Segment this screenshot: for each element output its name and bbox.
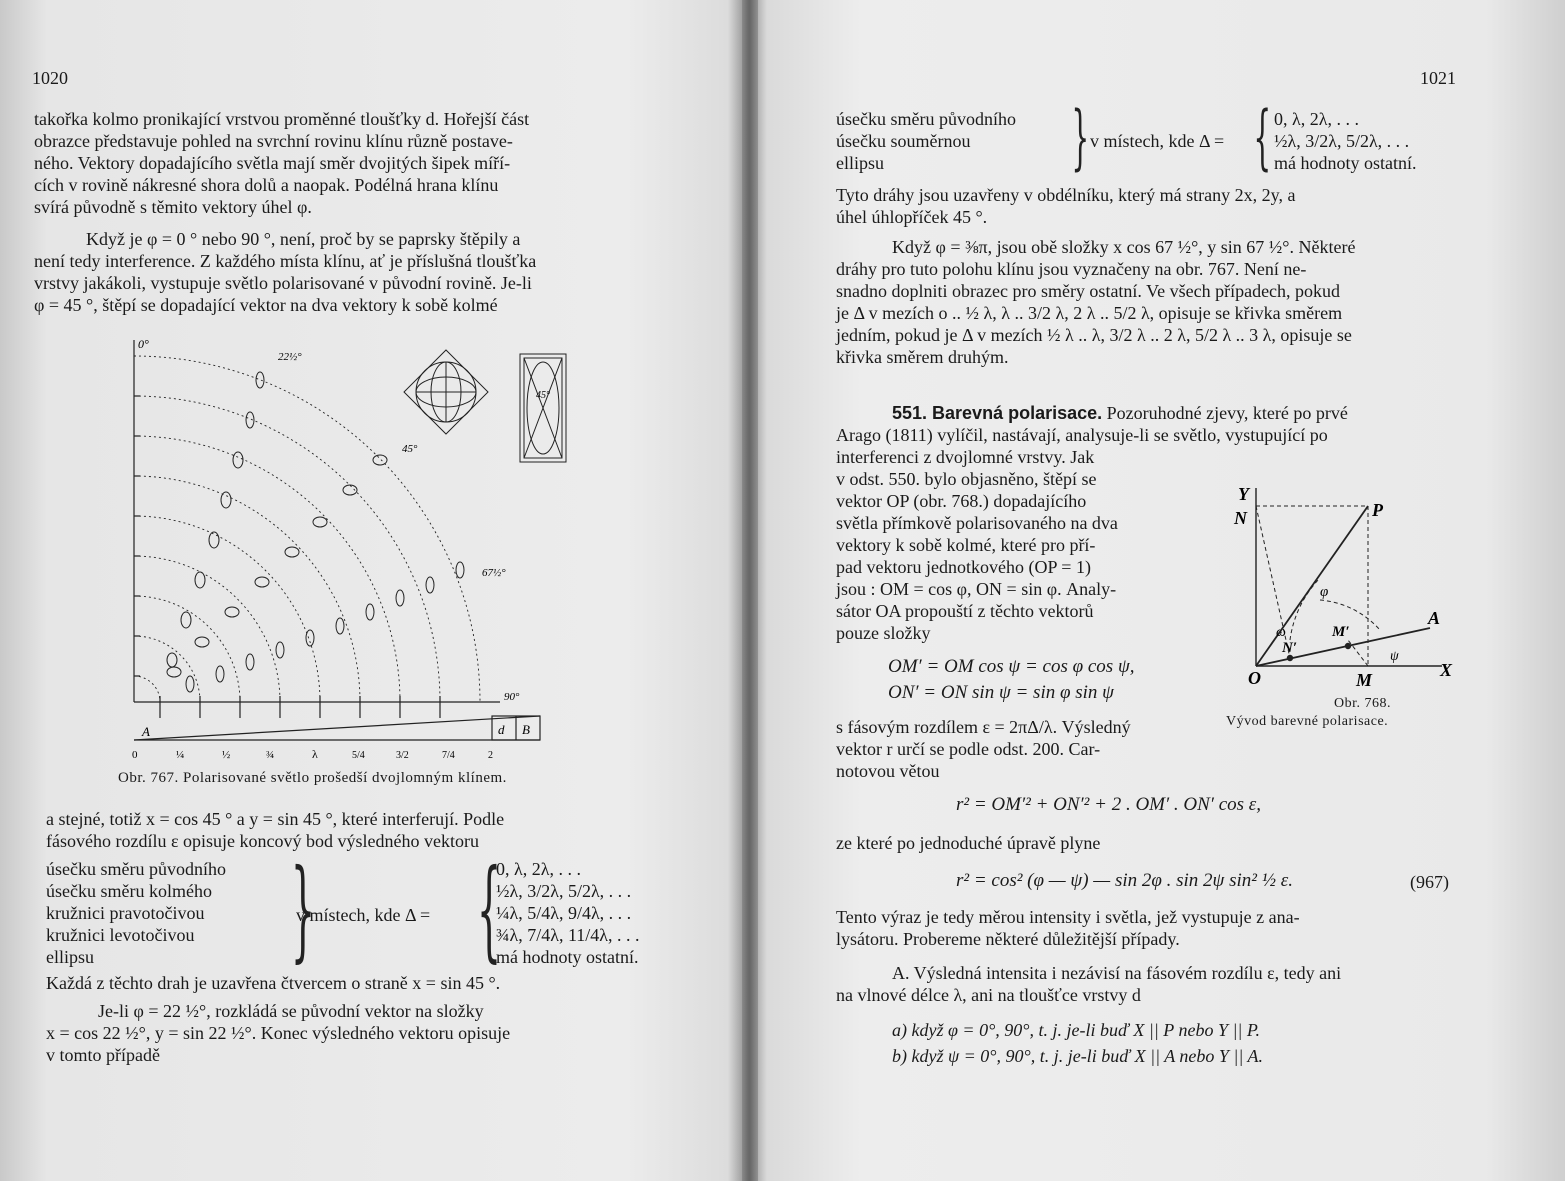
ellipse-path-67 xyxy=(186,562,464,692)
label-y: Y xyxy=(1238,484,1249,504)
figure-768 xyxy=(1220,480,1460,690)
axis-label-7: 7/4 xyxy=(442,750,455,760)
right-brace-values: 0, λ, 2λ, . . . ½λ, 3/2λ, 5/2λ, . . . má hodnoty ostatní. xyxy=(1274,109,1417,173)
case-b: b) když ψ = 0°, 90°, t. j. je-li buď X || A nebo Y || A. xyxy=(892,1046,1263,1066)
right-para-4: s fásovým rozdílem ε = 2πΔ/λ. Výsledný vektor r určí se podle odst. 200. Car- notovou větou xyxy=(836,717,1131,781)
left-para-3: a stejné, totiž x = cos 45 ° a y = sin 45 °, které interferují. Podle fásového rozdílu ε opisuje koncový bod výsledného vektoru xyxy=(46,809,505,851)
axis-label-5: 5/4 xyxy=(352,750,365,760)
wedge-label-b: B xyxy=(522,722,530,737)
left-brace-left: { xyxy=(476,845,502,973)
right-para-narrow: v odst. 550. bylo objasněno, štěpí se vektor OP (obr. 768.) dopadajícího světla přímkově polarisovaného na dva vektory k sobě kolmé, které pro pří- pad vektoru jednotkového (OP = 1) jsou : OM = cos φ, ON = sin φ. Analy- sátor OA propouští z těchto vektorů pouze složky xyxy=(836,469,1118,643)
figure-767-caption: Obr. 767. Polarisované světlo prošedší dvojlomným klínem. xyxy=(118,770,507,786)
left-brace-items: úsečku směru původního úsečku směru kolmého kružnici pravotočivou kružnici levotočivou ellipsu xyxy=(46,859,226,967)
label-o: O xyxy=(1248,668,1261,688)
point-m-prime xyxy=(1346,644,1351,649)
left-para-4: Každá z těchto drah je uzavřena čtvercem o straně x = sin 45 °. xyxy=(46,973,501,993)
figure-768-caption-2: Vývod barevné polarisace. xyxy=(1226,714,1389,729)
construction-lines xyxy=(1256,506,1380,666)
left-brace-values: 0, λ, 2λ, . . . ½λ, 3/2λ, 5/2λ, . . . ¼λ, 5/4λ, 9/4λ, . . . ¾λ, 7/4λ, 11/4λ, . . . má hodnoty ostatní. xyxy=(496,859,640,967)
label-phi: φ xyxy=(1320,584,1329,600)
equation-carnot: r² = OM′² + ON′² + 2 . OM′ . ON′ cos ε, xyxy=(956,794,1262,815)
axis-label-1: ¼ xyxy=(176,749,185,760)
axis-label-0: 0 xyxy=(132,749,138,760)
right-para-5: ze které po jednoduché úpravě plyne xyxy=(836,833,1101,853)
angle-label-90: 90° xyxy=(504,691,520,703)
axis-label-8: 2 xyxy=(488,750,493,760)
axis-label-6: 3/2 xyxy=(396,750,409,760)
right-brace-block xyxy=(836,96,1466,178)
angle-label-67: 67½° xyxy=(482,567,506,579)
label-p: P xyxy=(1372,500,1383,520)
left-brace-right: } xyxy=(290,845,316,973)
figure-768-caption-1: Obr. 768. xyxy=(1334,696,1391,711)
angle-label-45: 45° xyxy=(402,443,418,455)
label-psi: ψ xyxy=(1390,649,1399,664)
right-para-2: Když φ = ⅜π, jsou obě složky x cos 67 ½°, y sin 67 ½°. Některé dráhy pro tuto polohu klínu jsou vyznačeny na obr. 767. Není ne- snadno doplniti obrazec pro směry ostatní. Ve všech případech, pokud je Δ v mezích o .. ½ λ, λ .. 3/2 λ, 2 λ .. 5/2 λ, opisuje se křivka směrem jedním, pokud je Δ v mezích ½ λ .. λ, 3/2 λ .. 2 λ, 5/2 λ .. 3 λ, opisuje se křivka směrem druhým. xyxy=(836,237,1356,367)
angle-label-0: 0° xyxy=(138,337,149,351)
wedge xyxy=(134,716,540,740)
axis-label-3: ¾ xyxy=(266,749,275,760)
left-para-1: takořka kolmo pronikající vrstvou proměnné tloušťky d. Hořejší část obrazce představuje pohled na svrchní rovinu klínu různě postave- ného. Vektory dopadajícího světla mají směr dvojitých šipek míří- cích v rovině nákresné shora dolů a naopak. Podélná hrana klínu svírá původně s těmito vektory úhel φ. xyxy=(34,109,530,217)
ellipse-path-22 xyxy=(167,372,264,667)
vector-op xyxy=(1256,506,1368,666)
point-n-prime xyxy=(1288,656,1293,661)
left-para-2: Když je φ = 0 ° nebo 90 °, není, proč by se paprsky štěpily a není tedy interference. Z každého místa klínu, ať je příslušná tloušťka vrstvy jakákoli, vystupuje světlo polarisované v původní rovině. Je-li φ = 45 °, štěpí se dopadající vektor na dva vektory k sobě kolmé xyxy=(34,229,537,315)
section-heading: 551. Barevná polarisace. xyxy=(892,403,1103,423)
left-page xyxy=(0,0,740,1181)
right-section-551: 551. Barevná polarisace. Pozoruhodné zjevy, které po prvé Arago (1811) vylíčil, nastávají, analysuje-li se světlo, vystupující po interferenci z dvojlomné vrstvy. Jak xyxy=(836,403,1348,467)
right-para-1: Tyto dráhy jsou uzavřeny v obdélníku, který má strany 2x, 2y, a úhel úhlopříček 45 °. xyxy=(836,185,1296,227)
label-x: X xyxy=(1440,660,1453,680)
right-brace-items: úsečku směru původního úsečku souměrnou ellipsu xyxy=(836,109,1016,173)
right-para-6: Tento výraz je tedy měrou intensity i světla, jež vystupuje z ana- lysátoru. Probereme některé důležitější případy. xyxy=(836,907,1300,949)
page-number-right: 1021 xyxy=(1420,68,1456,88)
inset-circle-figure xyxy=(404,350,488,434)
wedge-label-a: A xyxy=(142,724,150,739)
right-para-7: A. Výsledná intensita i nezávisí na fásovém rozdílu ε, tedy ani na vlnové délce λ, ani na tloušťce vrstvy d xyxy=(836,963,1342,1005)
equation-om-prime: OM′ = OM cos ψ = cos φ cos ψ, xyxy=(888,656,1135,677)
label-n-prime: N′ xyxy=(1282,640,1298,656)
book-spine xyxy=(742,0,758,1181)
label-m-prime: M′ xyxy=(1332,624,1350,640)
label-n: N xyxy=(1234,508,1247,528)
page-number-left: 1020 xyxy=(32,68,68,88)
equation-967: r² = cos² (φ — ψ) — sin 2φ . sin 2ψ sin² ½ ε. xyxy=(956,870,1293,891)
equation-number: (967) xyxy=(1410,872,1449,892)
right-page xyxy=(760,0,1565,1181)
left-para-5: Je-li φ = 22 ½°, rozkládá se původní vektor na složky x = cos 22 ½°, y = sin 22 ½°. Konec výsledného vektoru opisuje v tomto případě xyxy=(46,1001,511,1065)
axis-label-4: λ xyxy=(312,747,318,760)
left-brace-condition: v místech, kde Δ = xyxy=(296,905,431,925)
axis-label-2: ½ xyxy=(222,749,231,760)
inset-rectangle-figure xyxy=(520,354,566,462)
angle-label-22: 22½° xyxy=(278,351,302,363)
right-brace-condition: v místech, kde Δ = xyxy=(1090,131,1225,151)
case-a: a) když φ = 0°, 90°, t. j. je-li buď X || P nebo Y || P. xyxy=(892,1020,1261,1040)
wedge-label-d: d xyxy=(498,722,505,737)
label-m: M xyxy=(1356,670,1373,690)
inset-angle-label: 45° xyxy=(536,390,550,401)
right-brace-right: } xyxy=(1071,96,1090,178)
label-a: A xyxy=(1428,608,1441,628)
figure-767 xyxy=(120,330,570,760)
right-brace-left: { xyxy=(1253,96,1272,178)
label-omega: ω xyxy=(1276,625,1286,640)
arc-group xyxy=(134,356,480,702)
equation-on-prime: ON′ = ON sin ψ = sin φ sin ψ xyxy=(888,682,1114,703)
left-brace-block xyxy=(46,845,686,974)
